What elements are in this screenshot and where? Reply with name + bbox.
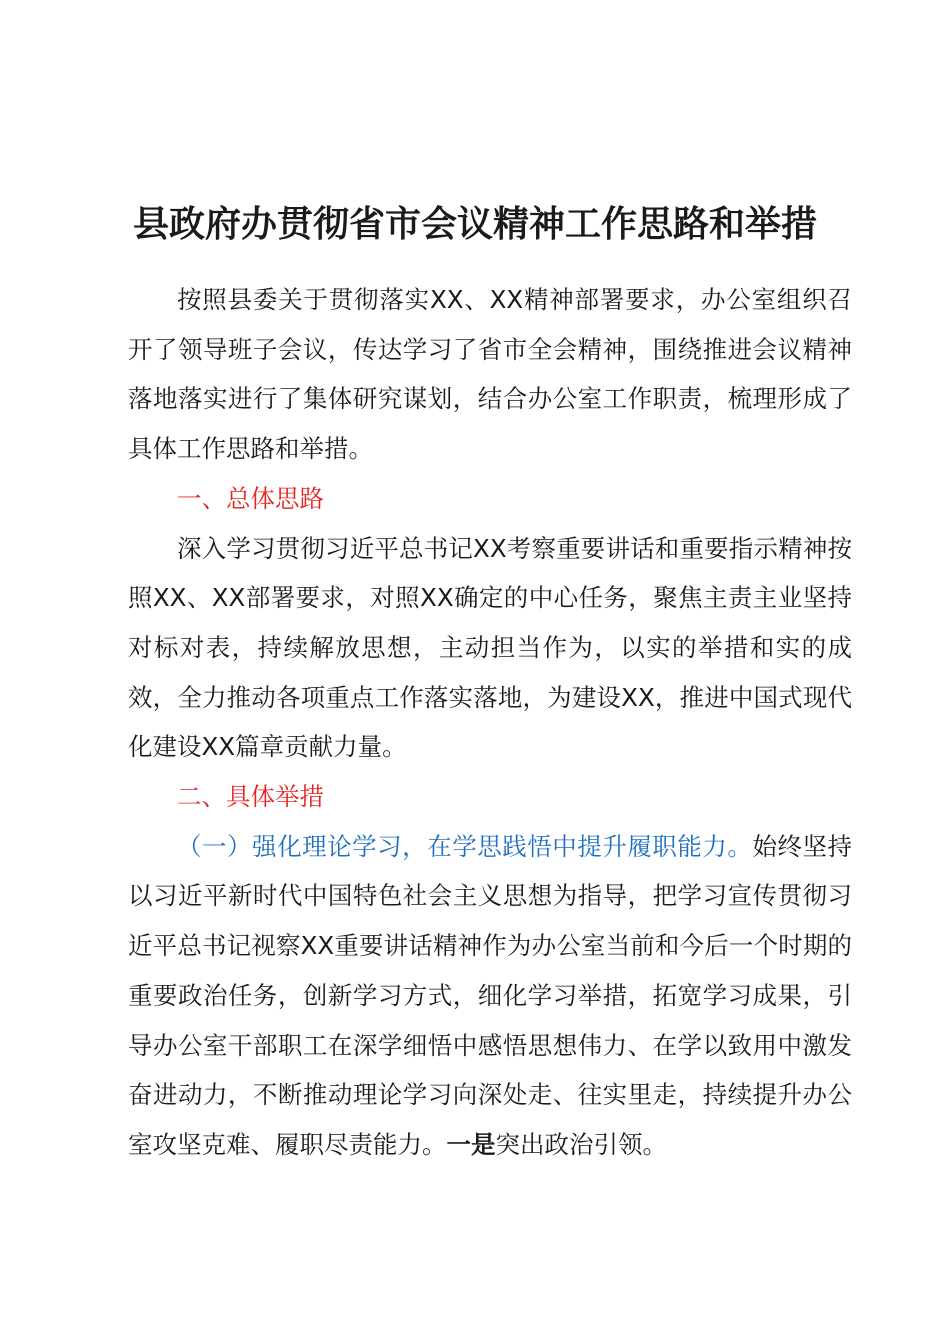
section-1-heading: 一、总体思路 <box>177 483 324 513</box>
point-label: 一是 <box>446 1129 496 1159</box>
subsection-1-heading: （一）强化理论学习，在学思践悟中提升履职能力。 <box>177 831 753 861</box>
subsection-1-text: 始终坚持以习近平新时代中国特色社会主义思想为指导，把学习宣传贯彻习近平总书记视察XX重要讲话精神作为办公室当前和今后一个时期的重要政治任务，创新学习方式，细化学习举措，拓宽学习成果，引导办公室干部职工在深学细悟中感悟思想伟力、在学以致用中激发奋进动力，不断推动理论学习向深处走、往实里走，持续提升办公室攻坚克难、履职尽责能力。 <box>128 831 853 1159</box>
section-2-heading: 二、具体举措 <box>177 782 324 812</box>
document-body <box>128 275 852 1170</box>
point-text: 突出政治引领。 <box>495 1129 667 1159</box>
section-1-paragraph: 深入学习贯彻习近平总书记XX考察重要讲话和重要指示精神按照XX、XX部署要求，对照XX确定的中心任务，聚焦主责主业坚持对标对表，持续解放思想，主动担当作为，以实的举措和实的成效，全力推动各项重点工作落实落地，为建设XX，推进中国式现代化建设XX篇章贡献力量。 <box>128 533 852 762</box>
intro-paragraph: 按照县委关于贯彻落实XX、XX精神部署要求，办公室组织召开了领导班子会议，传达学习了省市全会精神，围绕推进会议精神落地落实进行了集体研究谋划，结合办公室工作职责，梳理形成了具体工作思路和举措。 <box>128 285 852 464</box>
document-title: 县政府办贯彻省市会议精神工作思路和举措 <box>132 204 817 245</box>
section-2-paragraph <box>128 822 852 1170</box>
